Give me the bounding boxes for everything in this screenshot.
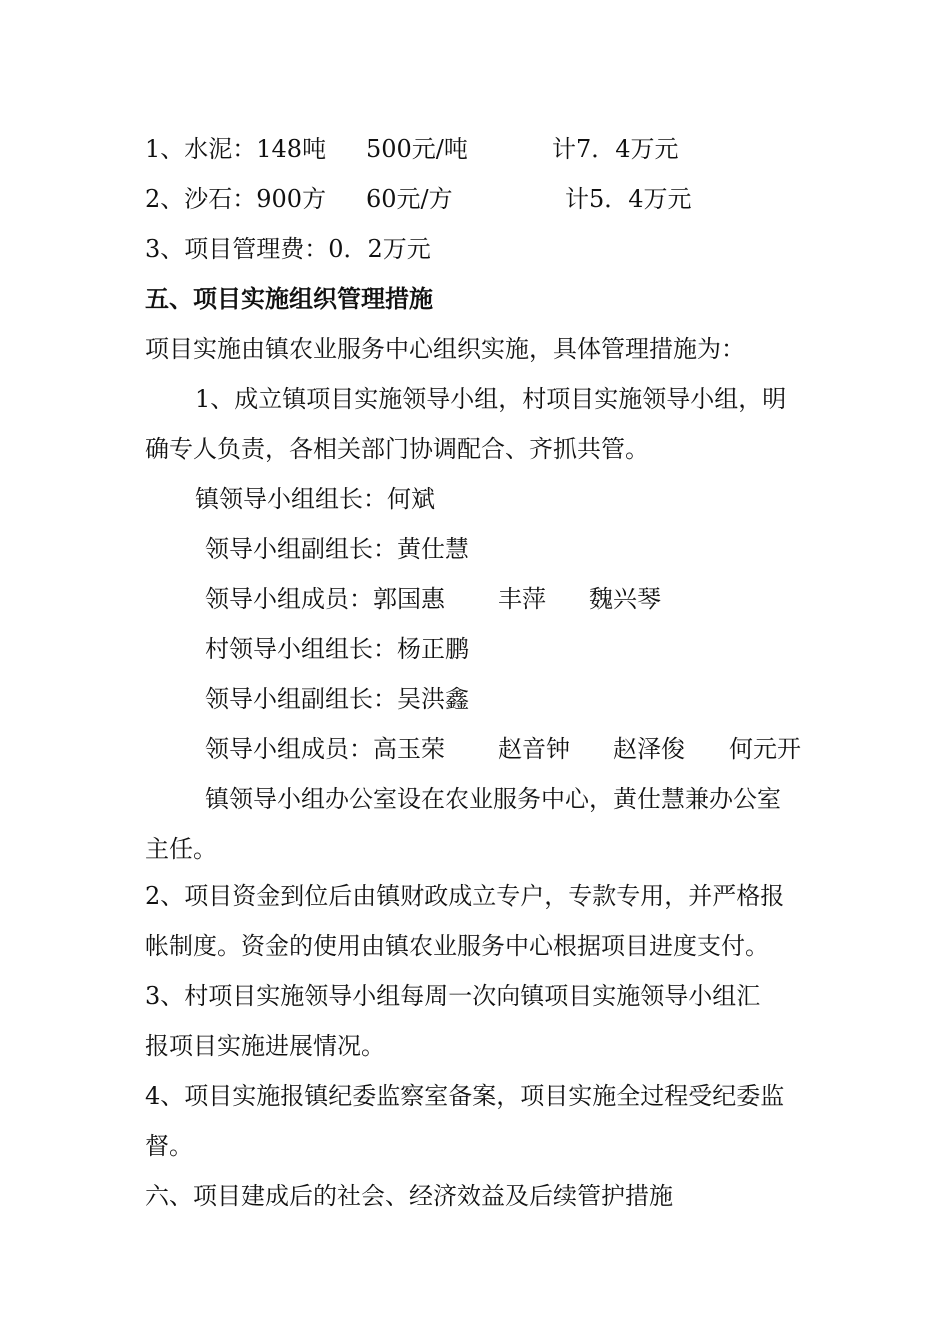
- town-group-member: 丰萍: [498, 585, 546, 613]
- item-3-line-1: 3、村项目实施领导小组每周一次向镇项目实施领导小组汇: [145, 982, 761, 1010]
- item-3-line-2: 报项目实施进展情况。: [145, 1032, 385, 1060]
- office-line-2: 主任。: [145, 835, 217, 863]
- item-2-line-2: 帐制度。资金的使用由镇农业服务中心根据项目进度支付。: [145, 932, 769, 960]
- item-1-line-1: 1、成立镇项目实施领导小组，村项目实施领导小组，明: [195, 385, 787, 413]
- village-group-members-label: 领导小组成员：高玉荣: [205, 735, 445, 763]
- item-2-line-1: 2、项目资金到位后由镇财政成立专户，专款专用，并严格报: [145, 882, 785, 910]
- village-group-deputy: 领导小组副组长：吴洪鑫: [205, 685, 469, 713]
- town-group-deputy: 领导小组副组长：黄仕慧: [205, 535, 469, 563]
- office-line-1: 镇领导小组办公室设在农业服务中心，黄仕慧兼办公室: [205, 785, 781, 813]
- section-5-heading: 五、项目实施组织管理措施: [145, 284, 433, 313]
- town-group-leader: 镇领导小组组长：何斌: [195, 485, 435, 513]
- cost-management: 3、项目管理费：0．2万元: [145, 235, 431, 263]
- intro-text: 项目实施由镇农业服务中心组织实施，具体管理措施为：: [145, 335, 745, 363]
- town-group-members-label: 领导小组成员：郭国惠: [205, 585, 445, 613]
- village-group-member: 赵音钟: [498, 735, 570, 763]
- town-group-member: 魏兴琴: [589, 585, 661, 613]
- item-1-line-2: 确专人负责，各相关部门协调配合、齐抓共管。: [145, 435, 649, 463]
- cost-cement-total: 计7．4万元: [552, 135, 679, 163]
- village-group-leader: 村领导小组组长：杨正鹏: [205, 635, 469, 663]
- cost-gravel-label: 2、沙石：900方: [145, 185, 327, 213]
- cost-cement-label: 1、水泥：148吨: [145, 135, 327, 163]
- section-6-heading: 六、项目建成后的社会、经济效益及后续管护措施: [145, 1182, 673, 1210]
- item-4-line-1: 4、项目实施报镇纪委监察室备案，项目实施全过程受纪委监: [145, 1082, 785, 1110]
- cost-gravel-total: 计5．4万元: [565, 185, 692, 213]
- cost-gravel-price: 60元/方: [366, 185, 453, 213]
- village-group-member: 何元开: [729, 735, 801, 763]
- item-4-line-2: 督。: [145, 1132, 193, 1160]
- cost-cement-price: 500元/吨: [366, 135, 468, 163]
- village-group-member: 赵泽俊: [613, 735, 685, 763]
